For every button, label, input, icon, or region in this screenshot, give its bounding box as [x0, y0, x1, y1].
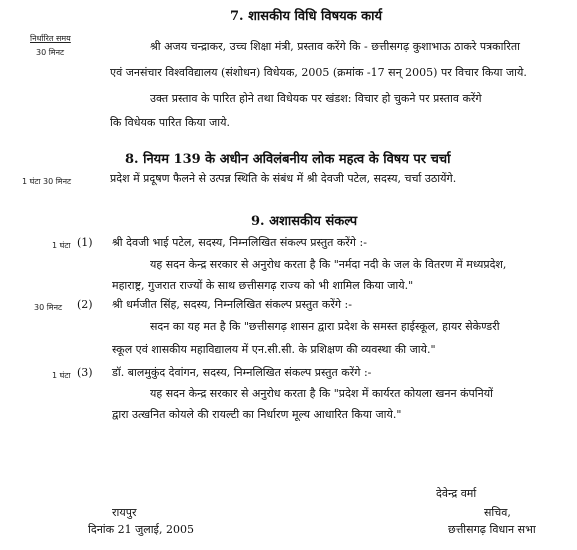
resolution-3-number: (3) — [77, 366, 93, 379]
resolution-3-line-2: द्वारा उत्खनित कोयले की रायल्टी का निर्धारण मूल्य आधारित किया जाये." — [112, 408, 402, 421]
resolution-3-intro: डॉ. बालमुकुंद देवांगन, सदस्य, निम्नलिखित संकल्प प्रस्तुत करेंगे :- — [112, 366, 372, 379]
resolution-3-time: 1 घंटा — [52, 371, 71, 380]
signatory-office: छत्तीसगढ़ विधान सभा — [448, 523, 536, 536]
resolution-2-line-2: स्कूल एवं शासकीय महाविद्यालय में एन.सी.सी. के प्रशिक्षण की व्यवस्था की जाये." — [112, 343, 436, 356]
resolution-2-line-1: सदन का यह मत है कि "छत्तीसगढ़ शासन द्वारा प्रदेश के समस्त हाईस्कूल, हायर सेकेण्डरी — [150, 320, 500, 333]
section-8-line-1: प्रदेश में प्रदूषण फैलने से उत्पन्न स्थिति के संबंध में श्री देवजी पटेल, सदस्य, चर्चा उठायेंगे. — [110, 172, 457, 185]
section-7-time: 30 मिनट — [36, 48, 65, 57]
section-9-heading: 9. अशासकीय संकल्प — [251, 214, 358, 229]
section-7-heading: 7. शासकीय विधि विषयक कार्य — [230, 9, 383, 24]
section-8-time: 1 घंटा 30 मिनट — [22, 177, 72, 186]
resolution-3-line-1: यह सदन केन्द्र सरकार से अनुरोध करता है कि "प्रदेश में कार्यरत कोयला खनन कंपनियों — [150, 387, 493, 400]
resolution-1-time: 1 घंटा — [52, 241, 71, 250]
signatory-name: देवेन्द्र वर्मा — [436, 487, 477, 500]
resolution-2-time: 30 मिनट — [34, 303, 63, 312]
section-7-line-3: उक्त प्रस्ताव के पारित होने तथा विधेयक पर खंडश: विचार हो चुकने पर प्रस्ताव करेंगे — [150, 92, 482, 105]
resolution-1-line-2: महाराष्ट्र, गुजरात राज्यों के साथ छत्तीसगढ़ राज्य को भी शामिल किया जाये." — [112, 279, 414, 292]
section-7-line-1: श्री अजय चन्द्राकर, उच्च शिक्षा मंत्री, प्रस्ताव करेंगे कि - छत्तीसगढ़ कुशाभाऊ ठाकरे पत्रकारिता — [150, 40, 520, 53]
section-7-line-4: कि विधेयक पारित किया जाये. — [110, 116, 230, 129]
signatory-designation: सचिव, — [484, 506, 511, 519]
allotted-time-label: निर्धारित समय — [30, 34, 71, 43]
resolution-1-line-1: यह सदन केन्द्र सरकार से अनुरोध करता है कि "नर्मदा नदी के जल के वितरण में मध्यप्रदेश, — [150, 258, 507, 271]
resolution-2-intro: श्री धर्मजीत सिंह, सदस्य, निम्नलिखित संकल्प प्रस्तुत करेंगे :- — [112, 298, 352, 311]
section-8-heading: 8. नियम 139 के अधीन अविलंबनीय लोक महत्व के विषय पर चर्चा — [125, 152, 451, 167]
resolution-2-number: (2) — [77, 298, 93, 311]
footer-date: दिनांक 21 जुलाई, 2005 — [88, 523, 194, 536]
footer-place: रायपुर — [112, 506, 137, 519]
resolution-1-number: (1) — [77, 236, 93, 249]
section-7-line-2: एवं जनसंचार विश्वविद्यालय (संशोधन) विधेयक, 2005 (क्रमांक -17 सन् 2005) पर विचार किया जाये. — [110, 66, 527, 79]
resolution-1-intro: श्री देवजी भाई पटेल, सदस्य, निम्नलिखित संकल्प प्रस्तुत करेंगे :- — [112, 236, 367, 249]
